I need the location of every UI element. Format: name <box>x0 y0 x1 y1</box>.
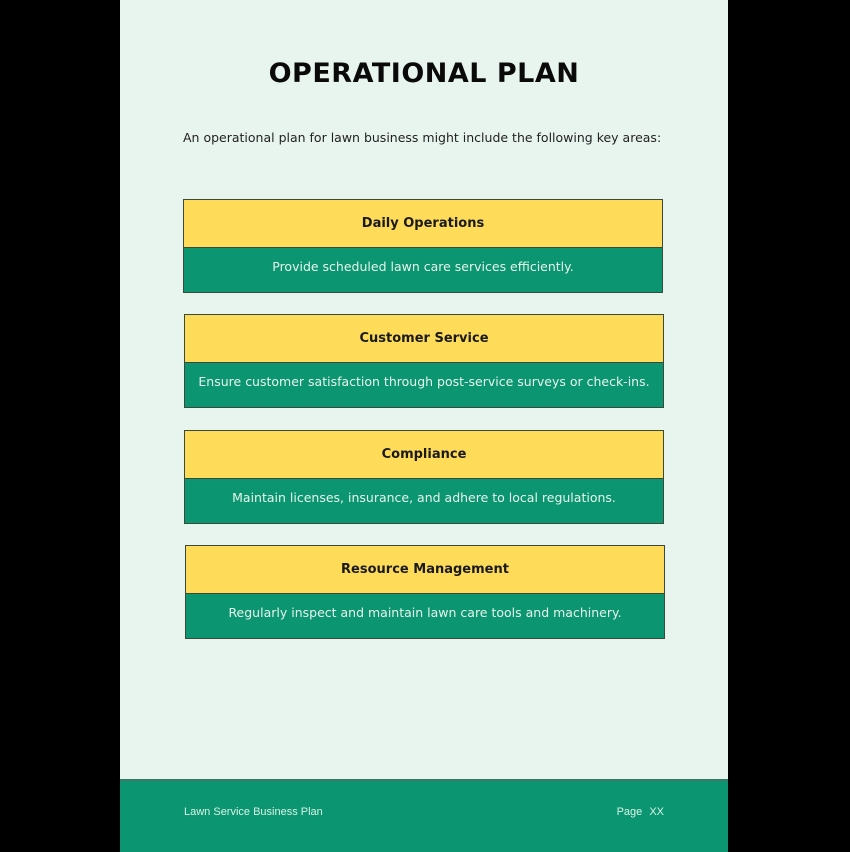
footer-document-name: Lawn Service Business Plan <box>184 806 323 818</box>
section-card-customer-service <box>184 314 664 408</box>
intro-text: An operational plan for lawn business might include the following key areas: <box>183 130 662 145</box>
page-title: OPERATIONAL PLAN <box>268 58 580 89</box>
section-heading: Resource Management <box>186 546 664 594</box>
section-heading: Compliance <box>185 431 663 479</box>
section-card-daily-operations <box>183 199 663 293</box>
section-heading: Customer Service <box>185 315 663 363</box>
section-text: Regularly inspect and maintain lawn care tools and machinery. <box>186 594 664 638</box>
footer-page-number: Page XX <box>616 806 664 818</box>
section-text: Maintain licenses, insurance, and adhere to local regulations. <box>185 479 663 523</box>
document-page <box>120 0 728 850</box>
section-heading: Daily Operations <box>184 200 662 248</box>
section-card-resource-management <box>185 545 665 639</box>
page-footer <box>120 779 728 852</box>
section-text: Provide scheduled lawn care services efficiently. <box>184 248 662 292</box>
section-text: Ensure customer satisfaction through post-service surveys or check-ins. <box>185 363 663 407</box>
section-card-compliance <box>184 430 664 524</box>
